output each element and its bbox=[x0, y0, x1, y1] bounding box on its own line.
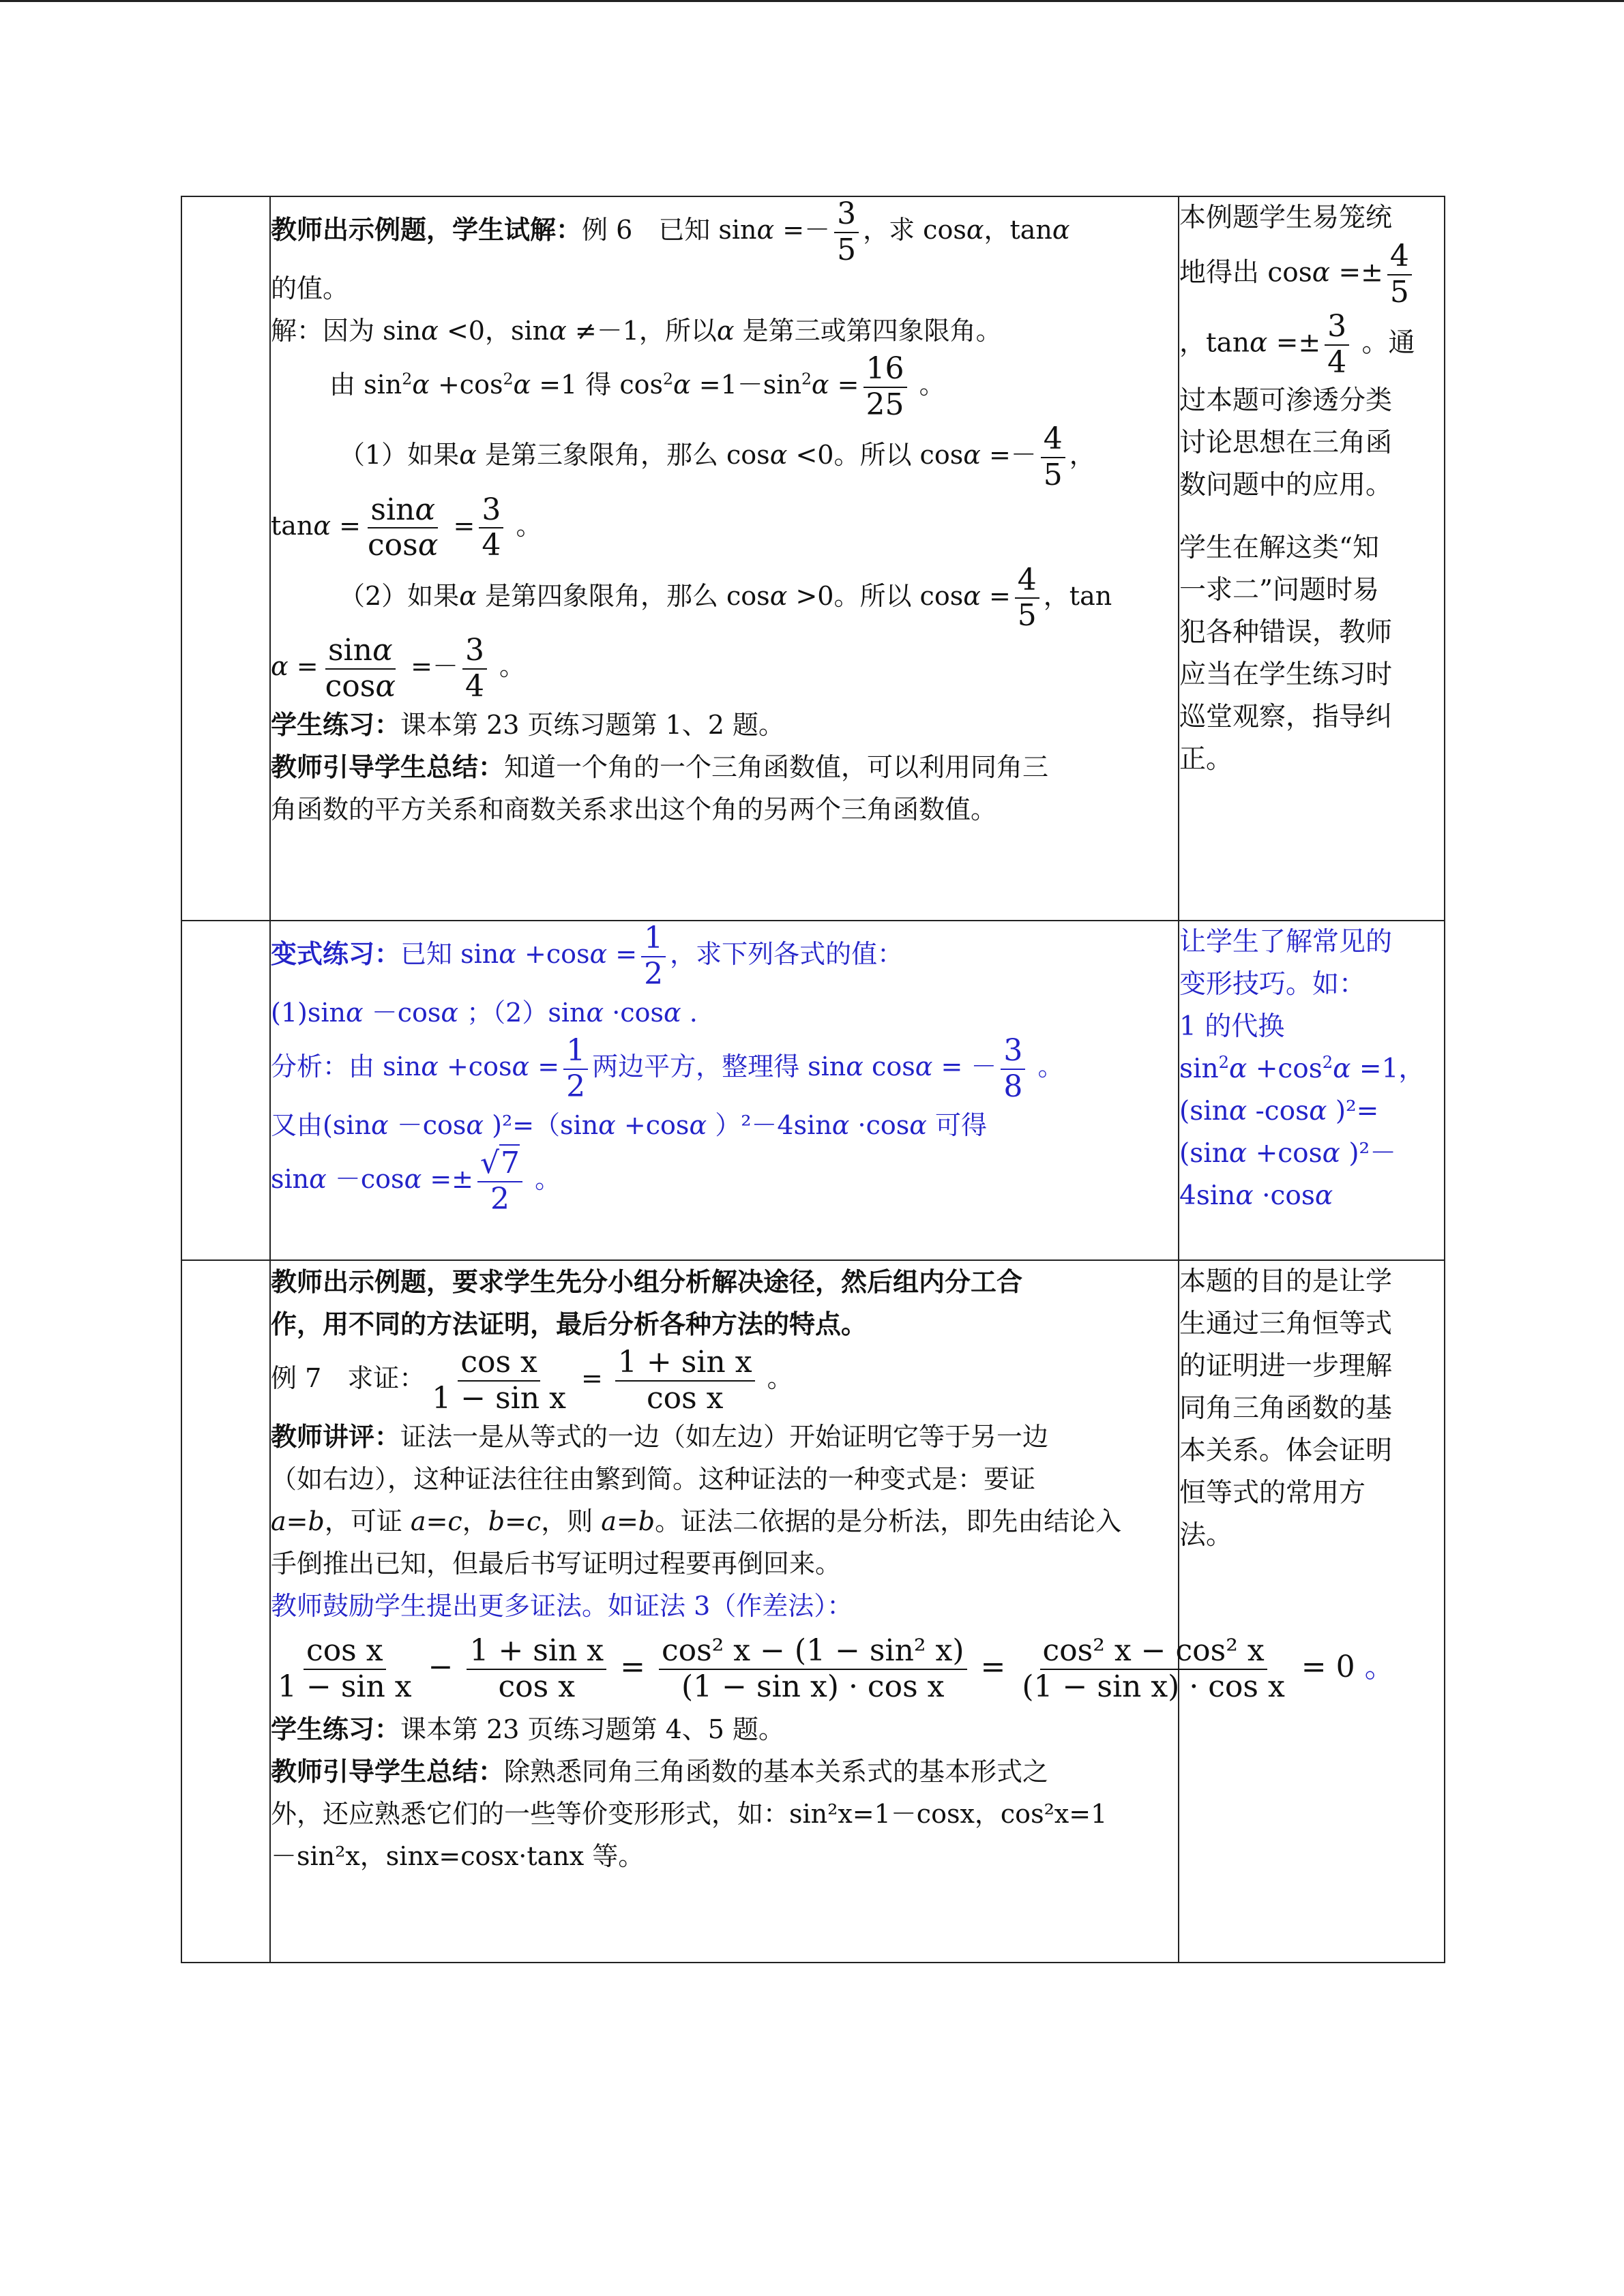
text: a=b，可证 a=c，b=c，则 a=b。证法二依据的是分析法，即先由结论入 bbox=[271, 1506, 1122, 1537]
alpha: α bbox=[769, 440, 788, 471]
text: +cos bbox=[429, 370, 503, 400]
text: 是第四象限角，那么 cos bbox=[476, 580, 770, 611]
summary-label: 教师引导学生总结： bbox=[271, 751, 505, 783]
note-line: ，tanα =± $\frac{3}{4}$ 。通 bbox=[1179, 309, 1415, 380]
note-line: 过本题可渗透分类 bbox=[1179, 385, 1393, 417]
text: tan bbox=[271, 510, 314, 541]
practice-line bbox=[271, 704, 1178, 746]
practice-label: 学生练习： bbox=[271, 1714, 401, 1745]
alpha: α bbox=[716, 316, 735, 346]
tan-result-1 bbox=[271, 493, 1178, 563]
alpha: α bbox=[769, 580, 788, 611]
fraction: $\frac{\text{cos x}}{\text{1 − sin x}}$ bbox=[432, 1345, 566, 1416]
denominator: 5 bbox=[837, 232, 857, 267]
alpha: α bbox=[459, 580, 477, 611]
text: （1）如果 bbox=[339, 440, 460, 471]
variant-label: 变式练习： bbox=[271, 938, 401, 970]
text: 课本第 23 页练习题第 1、2 题。 bbox=[400, 710, 785, 741]
fraction bbox=[1015, 563, 1039, 633]
note-cell bbox=[1179, 921, 1445, 1260]
summary-line bbox=[271, 746, 1178, 788]
text: 由 sin bbox=[329, 370, 402, 400]
fraction: $\frac{\text{cos x}}{\text{1 − sin x}}$ bbox=[278, 1633, 412, 1704]
alpha: α bbox=[1052, 215, 1070, 245]
text: = bbox=[980, 580, 1011, 611]
alpha: α bbox=[421, 316, 439, 346]
pythagorean-line: 由 $\sin^2\alpha +\cos^2\alpha =1$ 得 $\cos^2\alpha =1-\sin^2\alpha$ = $\frac{16}{25}$ 。 bbox=[329, 351, 945, 422]
example-6-cell bbox=[270, 196, 1179, 921]
alpha: α bbox=[963, 580, 981, 611]
example-7-intro: 作，用不同的方法证明，最后分析各种方法的特点。 bbox=[271, 1309, 868, 1339]
solution-line bbox=[271, 310, 1178, 352]
comment-label: 教师讲评： bbox=[271, 1421, 401, 1452]
alpha: α bbox=[313, 510, 331, 541]
alpha: α bbox=[412, 370, 430, 400]
text: <0。所以 cos bbox=[787, 440, 964, 471]
note-line: $\sin^2\alpha +\cos^2\alpha =1$， bbox=[1179, 1053, 1426, 1084]
denominator: 4 bbox=[464, 668, 484, 704]
text: =1 得 cos bbox=[531, 370, 664, 400]
table-row bbox=[181, 1260, 1445, 1963]
text: 的值。 bbox=[271, 273, 349, 304]
empty-cell bbox=[181, 1260, 270, 1963]
example-6-prompt bbox=[271, 197, 1178, 267]
fraction bbox=[863, 352, 907, 422]
note-line: 变形技巧。如： bbox=[1179, 969, 1366, 1000]
alpha: α bbox=[513, 370, 531, 400]
note-line: (sinα +cosα )²－ bbox=[1179, 1138, 1397, 1169]
denominator: 25 bbox=[866, 387, 904, 422]
text: =－ bbox=[774, 215, 831, 245]
text: =1－sin bbox=[690, 370, 801, 400]
note-line: 的证明进一步理解 bbox=[1179, 1351, 1393, 1382]
empty-cell bbox=[181, 196, 270, 921]
numerator: 4 bbox=[1015, 563, 1039, 599]
text: 是第三或第四象限角。 bbox=[734, 316, 1002, 346]
example-7-statement: 例 7 求证： $\frac{\text{cos x}}{\text{1 − sin x}}$ = $\frac{\text{1 + sin x}}{\text{cos x}}$ 。 bbox=[271, 1345, 793, 1416]
text: = bbox=[288, 651, 319, 682]
numerator: sinα bbox=[325, 633, 396, 670]
fraction: $\frac{\text{cos² x − cos² x}}{\text{(1 − sin x) · cos x}}$ bbox=[1022, 1633, 1285, 1704]
fraction bbox=[479, 493, 503, 563]
variant-questions: (1)sinα －cosα ；（2）sinα ·cosα . bbox=[271, 998, 698, 1028]
encourage-line: 教师鼓励学生提出更多证法。如证法 3（作差法）： bbox=[271, 1591, 853, 1622]
note-cell bbox=[1179, 1260, 1445, 1963]
table-row bbox=[181, 196, 1445, 921]
text: = bbox=[331, 510, 361, 541]
fraction bbox=[323, 633, 398, 704]
text: ， bbox=[1069, 440, 1095, 471]
practice-line: 学生练习：课本第 23 页练习题第 4、5 题。 bbox=[271, 1714, 785, 1745]
summary-label: 教师引导学生总结： bbox=[271, 1756, 505, 1787]
variant-title: 变式练习：已知 sinα +cosα = $\frac{1}{2}$ ，求下列各式的值： bbox=[271, 921, 904, 992]
text: 解：因为 sin bbox=[271, 316, 422, 346]
empty-cell bbox=[181, 921, 270, 1260]
fraction bbox=[834, 197, 859, 267]
note-line: 正。 bbox=[1179, 744, 1233, 775]
note-line: 应当在学生练习时 bbox=[1179, 659, 1393, 691]
denominator: 5 bbox=[1017, 598, 1037, 633]
note-line: 数问题中的应用。 bbox=[1179, 470, 1393, 501]
note-line: 恒等式的常用方 bbox=[1179, 1478, 1366, 1508]
note-line: 一求二”问题时易 bbox=[1179, 575, 1379, 606]
fraction bbox=[1041, 422, 1065, 492]
variant-analysis: 分析：由 sinα +cosα = $\frac{1}{2}$ 两边平方，整理得 sinα cosα = － $\frac{3}{8}$ 。 bbox=[271, 1033, 1064, 1104]
note-line: 本题的目的是让学 bbox=[1179, 1266, 1393, 1297]
note-line: 巡堂观察，指导纠 bbox=[1179, 702, 1393, 733]
denominator: 4 bbox=[482, 528, 501, 563]
alpha: α bbox=[673, 370, 691, 400]
numerator: 3 bbox=[479, 493, 503, 529]
note-cell bbox=[1179, 196, 1445, 921]
numerator: 16 bbox=[863, 352, 907, 388]
text: ，求 cos bbox=[863, 215, 966, 245]
summary-line: 教师引导学生总结：除熟悉同角三角函数的基本关系式的基本形式之 bbox=[271, 1756, 1049, 1787]
text: －sin²x，sinx=cosx·tanx 等。 bbox=[271, 1841, 645, 1872]
text: <0，sin bbox=[438, 316, 550, 346]
fraction: $\frac{1}{2}$ bbox=[641, 921, 666, 992]
numerator: 3 bbox=[462, 633, 487, 670]
note-line: 法。 bbox=[1179, 1520, 1233, 1551]
note-line: 犯各种错误，教师 bbox=[1179, 617, 1393, 648]
alpha: α bbox=[271, 651, 289, 682]
numerator: sinα bbox=[368, 493, 438, 529]
difference-proof: $\frac{\text{cos x}}{\text{1 − sin x}}$ − $\frac{\text{1 + sin x}}{\text{cos x}}$ = $\frac{\text{cos² x − (1 − sin² x)}}{\text{(1 − sin x) · cos x}}$ = $\frac{\text{cos² x − cos² x}}{\text{(1 − sin x) · cos x}}$ = 0 。 bbox=[271, 1627, 1178, 1708]
tan-result-2 bbox=[271, 633, 1178, 704]
lesson-table bbox=[181, 196, 1445, 1963]
text: = bbox=[445, 510, 475, 541]
note-line: 本例题学生易笼统 bbox=[1179, 203, 1393, 233]
note-line: 地得出 cosα =± $\frac{4}{5}$ bbox=[1179, 239, 1444, 310]
alpha: α bbox=[756, 215, 775, 245]
fraction: $\frac{3}{4}$ bbox=[1325, 310, 1349, 380]
text: 外，还应熟悉它们的一些等价变形形式，如：sin²x=1－cosx，cos²x=1 bbox=[271, 1799, 1108, 1830]
fraction: $\frac{1}{2}$ bbox=[563, 1034, 588, 1104]
text: ≠－1，所以 bbox=[566, 316, 717, 346]
variant-result: sinα －cosα =± $\frac{√7}{2}$ 。 bbox=[271, 1146, 561, 1217]
text: =－ bbox=[980, 440, 1037, 471]
alpha: α bbox=[963, 440, 981, 471]
table-row bbox=[181, 921, 1445, 1260]
case-1-line bbox=[271, 422, 1178, 492]
text: （如右边），这种证法往往由繁到简。这种证法的一种变式是：要证 bbox=[271, 1464, 1036, 1495]
text: ，tan bbox=[1043, 580, 1112, 611]
note-line: 4sinα ·cosα bbox=[1179, 1180, 1333, 1211]
fraction: $\frac{4}{5}$ bbox=[1387, 239, 1412, 310]
text: >0。所以 cos bbox=[787, 580, 964, 611]
note-line: (sinα -cosα )²= bbox=[1179, 1096, 1379, 1127]
text: 角函数的平方关系和商数关系求出这个角的另两个三角函数值。 bbox=[271, 794, 997, 825]
text: =－ bbox=[402, 651, 458, 682]
alpha: α bbox=[549, 316, 567, 346]
fraction: $\frac{\text{1 + sin x}}{\text{cos x}}$ bbox=[467, 1634, 606, 1704]
denominator: cosα bbox=[368, 528, 439, 563]
numerator: 3 bbox=[834, 197, 859, 233]
note-line: 同角三角函数的基 bbox=[1179, 1393, 1393, 1424]
intro-label: 教师出示例题，学生试解： bbox=[271, 214, 582, 245]
fraction: $\frac{\text{1 + sin x}}{\text{cos x}}$ bbox=[615, 1345, 755, 1416]
note-line: 讨论思想在三角函 bbox=[1179, 428, 1393, 459]
alpha: α bbox=[966, 215, 984, 245]
denominator: 5 bbox=[1043, 457, 1063, 492]
note-line: 1 的代换 bbox=[1179, 1011, 1285, 1042]
alpha: α bbox=[459, 440, 477, 471]
fraction: $\frac{\text{cos² x − (1 − sin² x)}}{\text{(1 − sin x) · cos x}}$ bbox=[659, 1634, 967, 1704]
text: 是第三象限角，那么 cos bbox=[476, 440, 770, 471]
note-line: 学生在解这类“知 bbox=[1179, 533, 1379, 564]
text: 。 bbox=[507, 510, 542, 541]
variant-identity: 又由(sinα －cosα )²=（sinα +cosα ）²－4sinα ·cosα 可得 bbox=[271, 1110, 987, 1141]
text: 。 bbox=[911, 370, 945, 400]
alpha: α bbox=[811, 370, 829, 400]
fraction: $\frac{√7}{2}$ bbox=[477, 1146, 522, 1217]
text: ，tan bbox=[984, 215, 1052, 245]
denominator: cosα bbox=[325, 668, 396, 704]
fraction bbox=[365, 493, 441, 563]
text: 知道一个角的一个三角函数值，可以利用同角三 bbox=[504, 752, 1049, 783]
text: = bbox=[829, 370, 859, 400]
text: （2）如果 bbox=[339, 580, 460, 611]
numerator: 4 bbox=[1041, 422, 1065, 458]
variant-exercise-cell bbox=[270, 921, 1179, 1260]
practice-label: 学生练习： bbox=[271, 709, 401, 741]
note-line: 本关系。体会证明 bbox=[1179, 1435, 1393, 1466]
fraction: $\frac{3}{8}$ bbox=[1001, 1034, 1025, 1104]
teacher-comment: 教师讲评：证法一是从等式的一边（如左边）开始证明它等于另一边 bbox=[271, 1421, 1049, 1452]
note-line: 让学生了解常见的 bbox=[1179, 927, 1393, 957]
top-rule bbox=[0, 0, 1624, 2]
fraction bbox=[462, 633, 487, 704]
case-2-line bbox=[271, 563, 1178, 633]
text: 。 bbox=[490, 651, 526, 682]
text: 手倒推出已知，但最后书写证明过程要再倒回来。 bbox=[271, 1549, 842, 1579]
example-7-intro: 教师出示例题，要求学生先分小组分析解决途径，然后组内分工合 bbox=[271, 1266, 1023, 1297]
note-line: 生通过三角恒等式 bbox=[1179, 1309, 1393, 1339]
text: 例 6 已知 sin bbox=[582, 215, 757, 245]
